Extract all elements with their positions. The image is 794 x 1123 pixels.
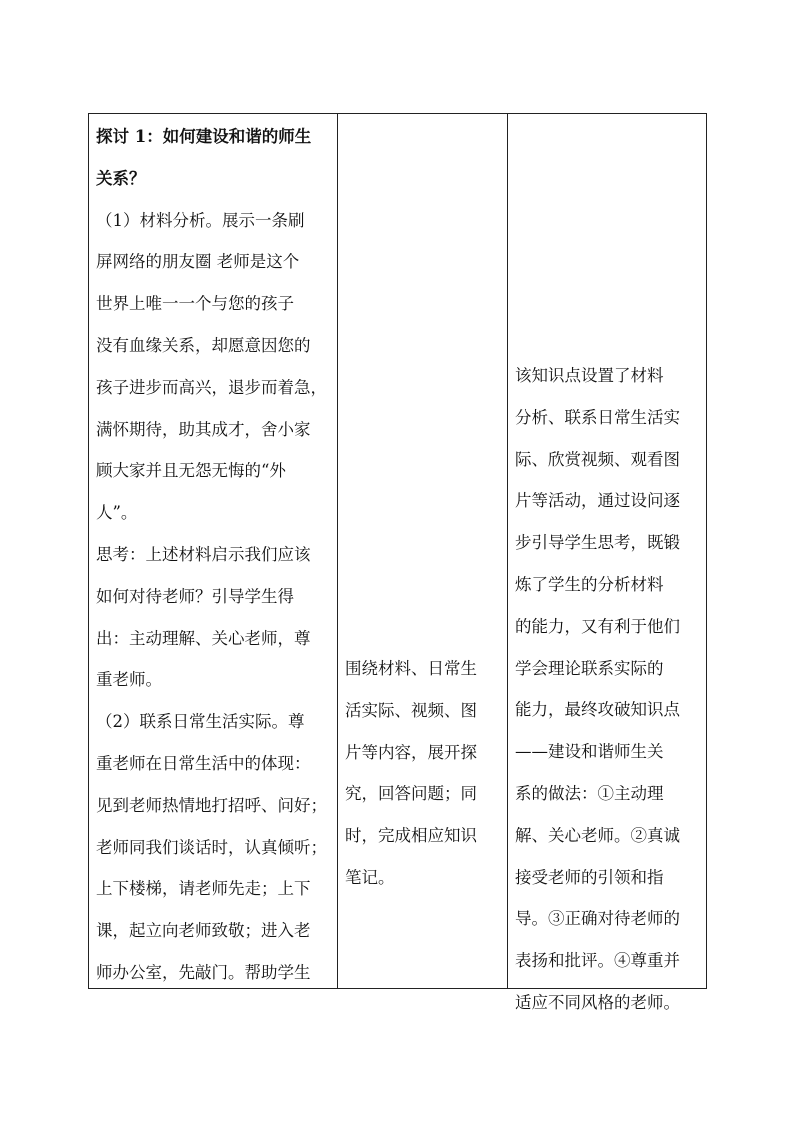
text-line: 的能力，又有利于他们 — [515, 616, 680, 636]
text-line: 见到老师热情地打招呼、问好； — [96, 795, 327, 815]
text-line: 没有血缘关系，却愿意因您的 — [96, 335, 311, 355]
text-line: 笔记。 — [345, 867, 395, 887]
student-activity-column — [338, 114, 508, 988]
text-line: 屏网络的朋友圈 老师是这个 — [96, 252, 300, 272]
text-line: 究，回答问题；同 — [345, 784, 477, 804]
text-line: 炼了学生的分析材料 — [515, 574, 664, 594]
text-line: 片等活动，通过设问逐 — [515, 491, 680, 511]
text-line: （2）联系日常生活实际。尊 — [96, 712, 305, 732]
student-activity-text — [338, 648, 507, 899]
text-line: ——建设和谐师生关 — [515, 742, 664, 762]
text-line: 如何对待老师？引导学生得 — [96, 586, 294, 606]
text-line: 思考：上述材料启示我们应该 — [96, 544, 311, 564]
text-line: 能力，最终攻破知识点 — [515, 700, 680, 720]
text-line: 人”。 — [96, 503, 138, 523]
text-line: 解、关心老师。②真诚 — [515, 825, 680, 845]
text-line: 重老师。 — [96, 670, 162, 690]
text-line: 顾大家并且无怨无悔的“外 — [96, 461, 286, 481]
activity-text — [89, 116, 337, 994]
text-line: 孩子进步而高兴，退步而着急， — [96, 377, 327, 397]
text-line: 满怀期待，助其成才，舍小家 — [96, 419, 311, 439]
lesson-table — [88, 113, 707, 1012]
discussion-title-line: 探讨 1：如何建设和谐的师生 — [96, 127, 312, 146]
text-line: 系的做法：①主动理 — [515, 783, 664, 803]
text-line: 片等内容，展开探 — [345, 742, 477, 762]
text-line: 适应不同风格的老师。 — [515, 992, 680, 1012]
text-line: 活实际、视频、图 — [345, 700, 477, 720]
text-line: 围绕材料、日常生 — [345, 659, 477, 678]
discussion-title-line: 关系？ — [96, 168, 146, 188]
text-line: 世界上唯一一个与您的孩子 — [96, 294, 294, 314]
text-line: （1）材料分析。展示一条刷 — [96, 210, 305, 230]
design-intent-text — [508, 355, 706, 1024]
text-line: 际、欣赏视频、观看图 — [515, 449, 680, 469]
text-line: 时，完成相应知识 — [345, 826, 477, 846]
text-line: 上下楼梯，请老师先走；上下 — [96, 879, 311, 899]
text-line: 重老师在日常生活中的体现： — [96, 753, 311, 773]
text-line: 出：主动理解、关心老师，尊 — [96, 628, 311, 648]
activity-column — [89, 114, 338, 988]
text-line: 学会理论联系实际的 — [515, 658, 664, 678]
text-line: 接受老师的引领和指 — [515, 867, 664, 887]
text-line: 分析、联系日常生活实 — [515, 407, 680, 427]
text-line: 该知识点设置了材料 — [515, 366, 664, 385]
text-line: 老师同我们谈话时，认真倾听； — [96, 837, 327, 857]
text-line: 导。③正确对待老师的 — [515, 909, 680, 929]
text-line: 表扬和批评。④尊重并 — [515, 951, 680, 971]
text-line: 师办公室，先敲门。帮助学生 — [96, 962, 311, 982]
text-line: 课，起立向老师致敬；进入老 — [96, 921, 311, 941]
design-intent-column — [508, 114, 706, 1012]
text-line: 步引导学生思考，既锻 — [515, 533, 680, 553]
